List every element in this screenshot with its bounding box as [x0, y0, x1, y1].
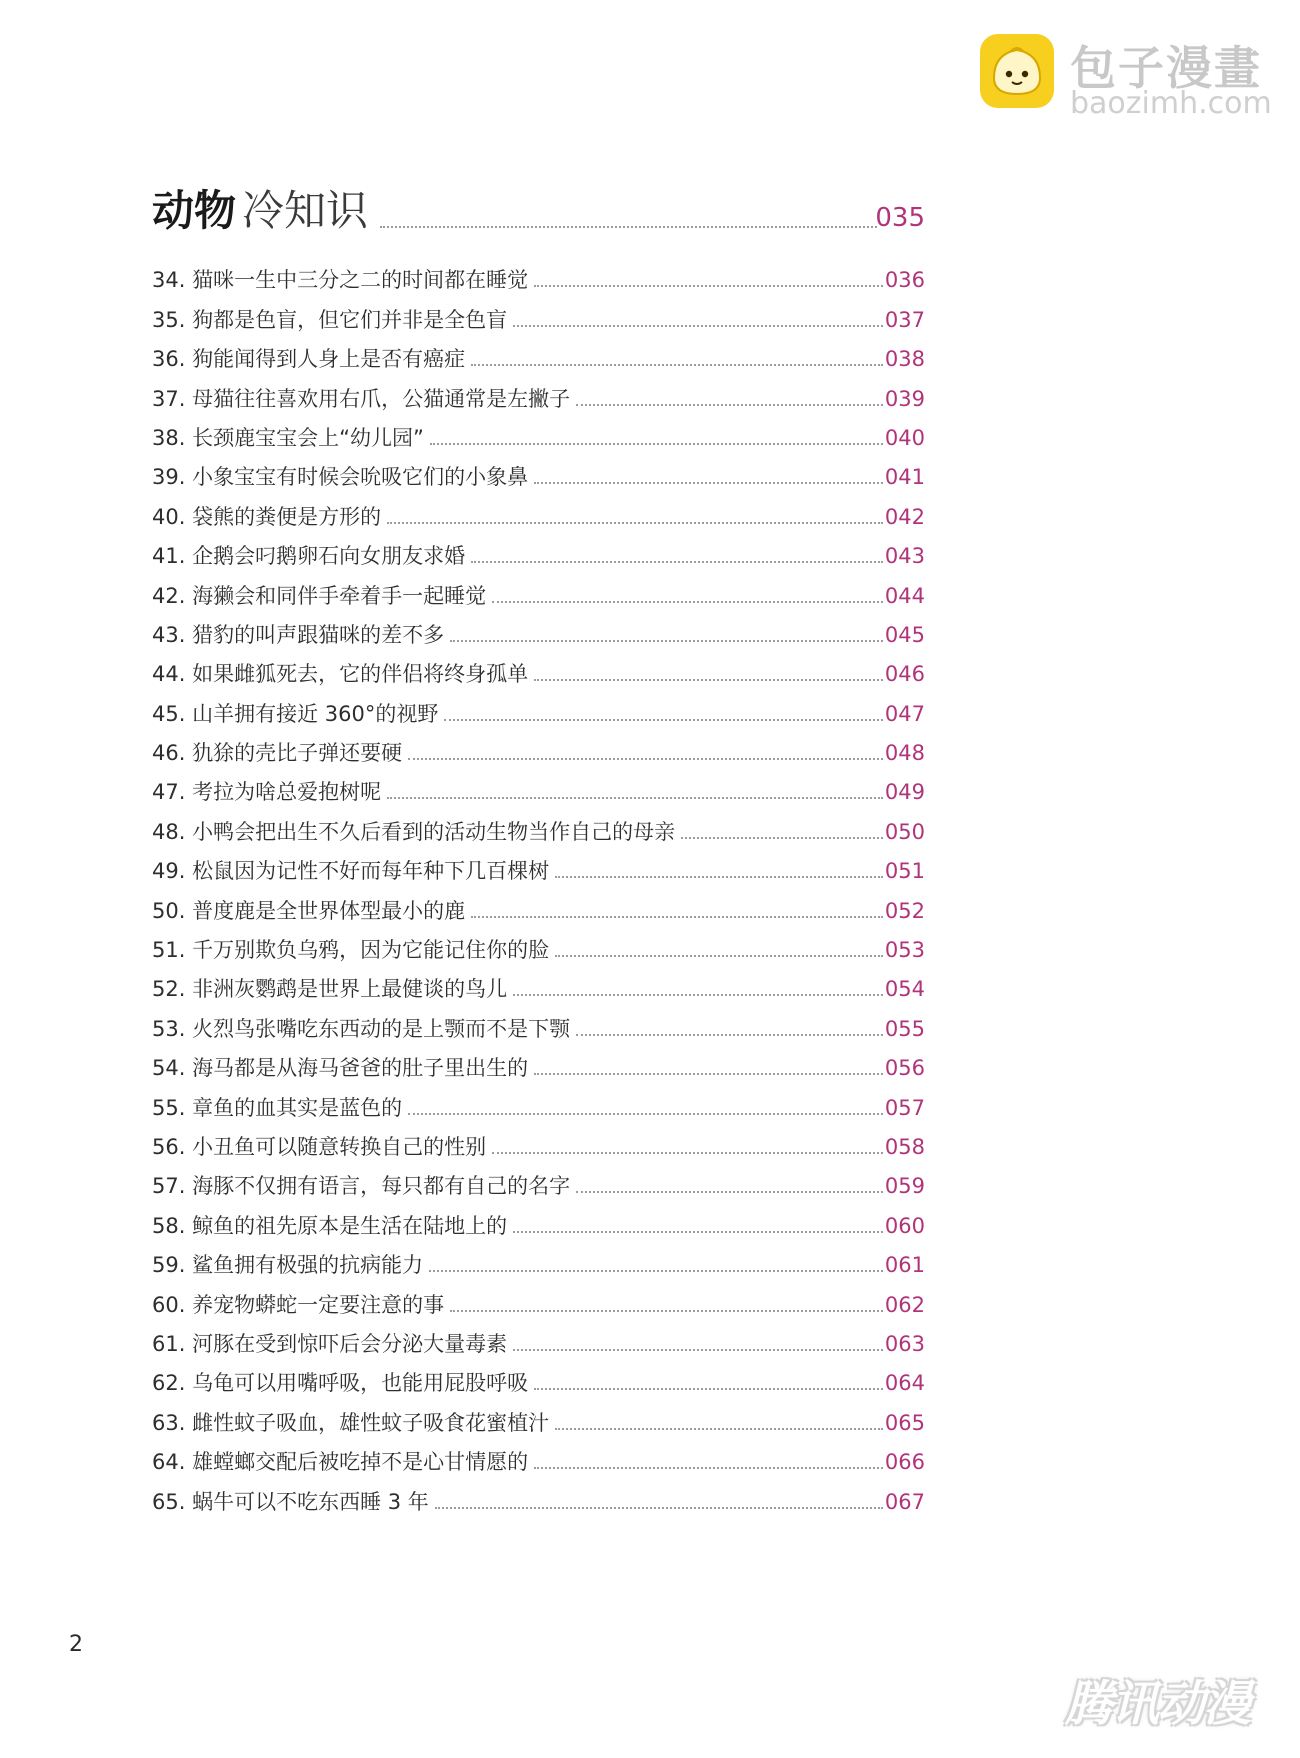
toc-leader-dots — [555, 955, 883, 957]
toc-entry-page: 042 — [884, 504, 925, 529]
toc-entry-page: 041 — [884, 465, 925, 490]
toc-leader-dots — [430, 443, 883, 445]
toc-leader-dots — [513, 325, 883, 327]
toc-entry[interactable] — [152, 689, 925, 728]
toc-entry[interactable] — [152, 847, 925, 886]
toc-leader-dots — [534, 285, 883, 287]
section-heading — [152, 180, 925, 240]
toc-entry-title: 44. 如果雌狐死去，它的伴侣将终身孤单 — [152, 662, 529, 687]
toc-leader-dots — [492, 601, 883, 603]
toc-entry-title: 53. 火烈鸟张嘴吃东西动的是上颚而不是下颚 — [152, 1016, 571, 1041]
toc-entry[interactable] — [152, 1004, 925, 1043]
toc-leader-dots — [387, 522, 883, 524]
toc-entry-title: 50. 普度鹿是全世界体型最小的鹿 — [152, 898, 466, 923]
toc-entry-page: 053 — [884, 938, 925, 963]
toc-entry-page: 040 — [884, 425, 925, 450]
toc-entry-title: 58. 鲸鱼的祖先原本是生活在陆地上的 — [152, 1213, 508, 1238]
toc-entry-page: 048 — [884, 741, 925, 766]
toc-entry-page: 054 — [884, 977, 925, 1002]
toc-leader-dots — [444, 719, 883, 721]
toc-entry-title: 61. 河豚在受到惊吓后会分泌大量毒素 — [152, 1331, 508, 1356]
toc-entry-page: 036 — [884, 268, 925, 293]
toc-leader-dots — [555, 1428, 883, 1430]
toc-entry[interactable] — [152, 926, 925, 965]
toc-entry-page: 066 — [884, 1450, 925, 1475]
toc-leader-dots — [534, 1388, 883, 1390]
toc-entry-title: 51. 千万别欺负乌鸦，因为它能记住你的脸 — [152, 938, 550, 963]
toc-entry-title: 40. 袋熊的粪便是方形的 — [152, 504, 382, 529]
toc-entry-page: 045 — [884, 622, 925, 647]
toc-entry[interactable] — [152, 886, 925, 925]
toc-entry[interactable] — [152, 1398, 925, 1437]
toc-entry[interactable] — [152, 453, 925, 492]
toc-entry[interactable] — [152, 1123, 925, 1162]
toc-entry[interactable] — [152, 1083, 925, 1122]
toc-entry-title: 41. 企鹅会叼鹅卵石向女朋友求婚 — [152, 544, 466, 569]
logo-domain: baozimh.com — [1070, 86, 1272, 121]
toc-entry[interactable] — [152, 1477, 925, 1516]
toc-entry-page: 044 — [884, 583, 925, 608]
toc-entry-title: 65. 蜗牛可以不吃东西睡 3 年 — [152, 1489, 429, 1514]
toc-entry[interactable] — [152, 807, 925, 846]
toc-leader-dots — [450, 640, 883, 642]
toc-entry-page: 061 — [884, 1253, 925, 1278]
toc-entry-title: 46. 犰狳的壳比子弹还要硬 — [152, 741, 403, 766]
toc-entry[interactable] — [152, 768, 925, 807]
toc-entry-title: 56. 小丑鱼可以随意转换自己的性别 — [152, 1134, 487, 1159]
toc-entry-title: 60. 养宠物蟒蛇一定要注意的事 — [152, 1292, 445, 1317]
toc-entry[interactable] — [152, 1201, 925, 1240]
publisher-watermark: 腾讯动漫 — [1065, 1676, 1250, 1732]
toc-entry-title: 63. 雌性蚊子吸血，雄性蚊子吸食花蜜植汁 — [152, 1410, 550, 1435]
toc-entry-page: 037 — [884, 307, 925, 332]
toc-entry-page: 065 — [884, 1410, 925, 1435]
toc-leader-dots — [471, 916, 883, 918]
toc-leader-dots — [555, 876, 883, 878]
toc-entry-title: 35. 狗都是色盲，但它们并非是全色盲 — [152, 307, 508, 332]
toc-entry-title: 38. 长颈鹿宝宝会上“幼儿园” — [152, 425, 424, 450]
toc-leader-dots — [471, 561, 883, 563]
section-title-bold: 动物 — [152, 186, 237, 235]
toc-entry-page: 052 — [884, 898, 925, 923]
toc-entry-page: 049 — [884, 780, 925, 805]
toc-leader-dots — [513, 994, 883, 996]
toc-leader-dots — [534, 482, 883, 484]
toc-entry-title: 39. 小象宝宝有时候会吮吸它们的小象鼻 — [152, 465, 529, 490]
toc-entry-title: 42. 海獭会和同伴手牵着手一起睡觉 — [152, 583, 487, 608]
toc-entry-page: 051 — [884, 859, 925, 884]
toc-entry-title: 45. 山羊拥有接近 360°的视野 — [152, 701, 439, 726]
toc-entry[interactable] — [152, 650, 925, 689]
toc-entry-title: 57. 海豚不仅拥有语言，每只都有自己的名字 — [152, 1174, 571, 1199]
toc-entry-title: 54. 海马都是从海马爸爸的肚子里出生的 — [152, 1056, 529, 1081]
toc-entry[interactable] — [152, 532, 925, 571]
toc-entry[interactable] — [152, 729, 925, 768]
toc-leader-dots — [387, 797, 883, 799]
toc-leader-dots — [471, 364, 883, 366]
toc-entry[interactable] — [152, 492, 925, 531]
toc-leader-dots — [681, 837, 883, 839]
toc-leader-dots — [408, 1113, 883, 1115]
page-number: 2 — [69, 1632, 83, 1657]
toc-list — [152, 256, 925, 1517]
toc-entry-title: 48. 小鸭会把出生不久后看到的活动生物当作自己的母亲 — [152, 819, 676, 844]
toc-entry-title: 43. 猎豹的叫声跟猫咪的差不多 — [152, 622, 445, 647]
toc-leader-dots — [534, 1073, 883, 1075]
toc-entry-page: 063 — [884, 1331, 925, 1356]
logo-name: 包子漫畫 — [1070, 41, 1262, 95]
section-leader-dots — [380, 226, 877, 228]
toc-entry[interactable] — [152, 414, 925, 453]
toc-entry[interactable] — [152, 571, 925, 610]
toc-entry[interactable] — [152, 256, 925, 295]
toc-entry-title: 55. 章鱼的血其实是蓝色的 — [152, 1095, 403, 1120]
toc-leader-dots — [435, 1507, 883, 1509]
toc-entry-page: 062 — [884, 1292, 925, 1317]
toc-leader-dots — [576, 404, 883, 406]
toc-leader-dots — [534, 679, 883, 681]
toc-leader-dots — [513, 1231, 883, 1233]
toc-entry-page: 038 — [884, 347, 925, 372]
toc-entry-page: 060 — [884, 1213, 925, 1238]
toc-entry[interactable] — [152, 295, 925, 334]
toc-entry[interactable] — [152, 1044, 925, 1083]
section-title-light: 冷知识 — [242, 186, 369, 235]
toc-entry-page: 057 — [884, 1095, 925, 1120]
toc-entry-page: 043 — [884, 544, 925, 569]
toc-entry[interactable] — [152, 965, 925, 1004]
toc-leader-dots — [450, 1310, 883, 1312]
toc-entry-page: 047 — [884, 701, 925, 726]
toc-entry-page: 046 — [884, 662, 925, 687]
toc-entry-title: 52. 非洲灰鹦鹉是世界上最健谈的鸟儿 — [152, 977, 508, 1002]
site-logo — [980, 30, 1280, 120]
toc-entry-title: 37. 母猫往往喜欢用右爪，公猫通常是左撇子 — [152, 386, 571, 411]
toc-entry-page: 050 — [884, 819, 925, 844]
toc-leader-dots — [492, 1152, 883, 1154]
toc-entry-page: 067 — [884, 1489, 925, 1514]
toc-leader-dots — [513, 1349, 883, 1351]
toc-entry-page: 059 — [884, 1174, 925, 1199]
toc-entry-title: 49. 松鼠因为记性不好而每年种下几百棵树 — [152, 859, 550, 884]
toc-entry-title: 47. 考拉为啥总爱抱树呢 — [152, 780, 382, 805]
toc-entry-page: 058 — [884, 1134, 925, 1159]
toc-entry[interactable] — [152, 1320, 925, 1359]
toc-entry[interactable] — [152, 1438, 925, 1477]
toc-leader-dots — [534, 1467, 883, 1469]
toc-entry[interactable] — [152, 1280, 925, 1319]
toc-leader-dots — [408, 758, 883, 760]
toc-entry-title: 59. 鲨鱼拥有极强的抗病能力 — [152, 1253, 424, 1278]
toc-leader-dots — [576, 1191, 883, 1193]
toc-entry-page: 039 — [884, 386, 925, 411]
bun-mascot-icon — [980, 34, 1054, 108]
toc-entry-title: 34. 猫咪一生中三分之二的时间都在睡觉 — [152, 268, 529, 293]
toc-entry[interactable] — [152, 335, 925, 374]
toc-entry-page: 064 — [884, 1371, 925, 1396]
toc-entry[interactable] — [152, 611, 925, 650]
toc-entry[interactable] — [152, 1241, 925, 1280]
toc-entry[interactable] — [152, 374, 925, 413]
toc-entry-title: 62. 乌龟可以用嘴呼吸，也能用屁股呼吸 — [152, 1371, 529, 1396]
toc-entry-page: 056 — [884, 1056, 925, 1081]
toc-leader-dots — [429, 1270, 883, 1272]
toc-entry-page: 055 — [884, 1016, 925, 1041]
toc-entry-title: 64. 雄螳螂交配后被吃掉不是心甘情愿的 — [152, 1450, 529, 1475]
toc-entry[interactable] — [152, 1162, 925, 1201]
section-page-number: 035 — [875, 203, 925, 233]
toc-entry[interactable] — [152, 1359, 925, 1398]
toc-entry-title: 36. 狗能闻得到人身上是否有癌症 — [152, 347, 466, 372]
toc-leader-dots — [576, 1034, 883, 1036]
